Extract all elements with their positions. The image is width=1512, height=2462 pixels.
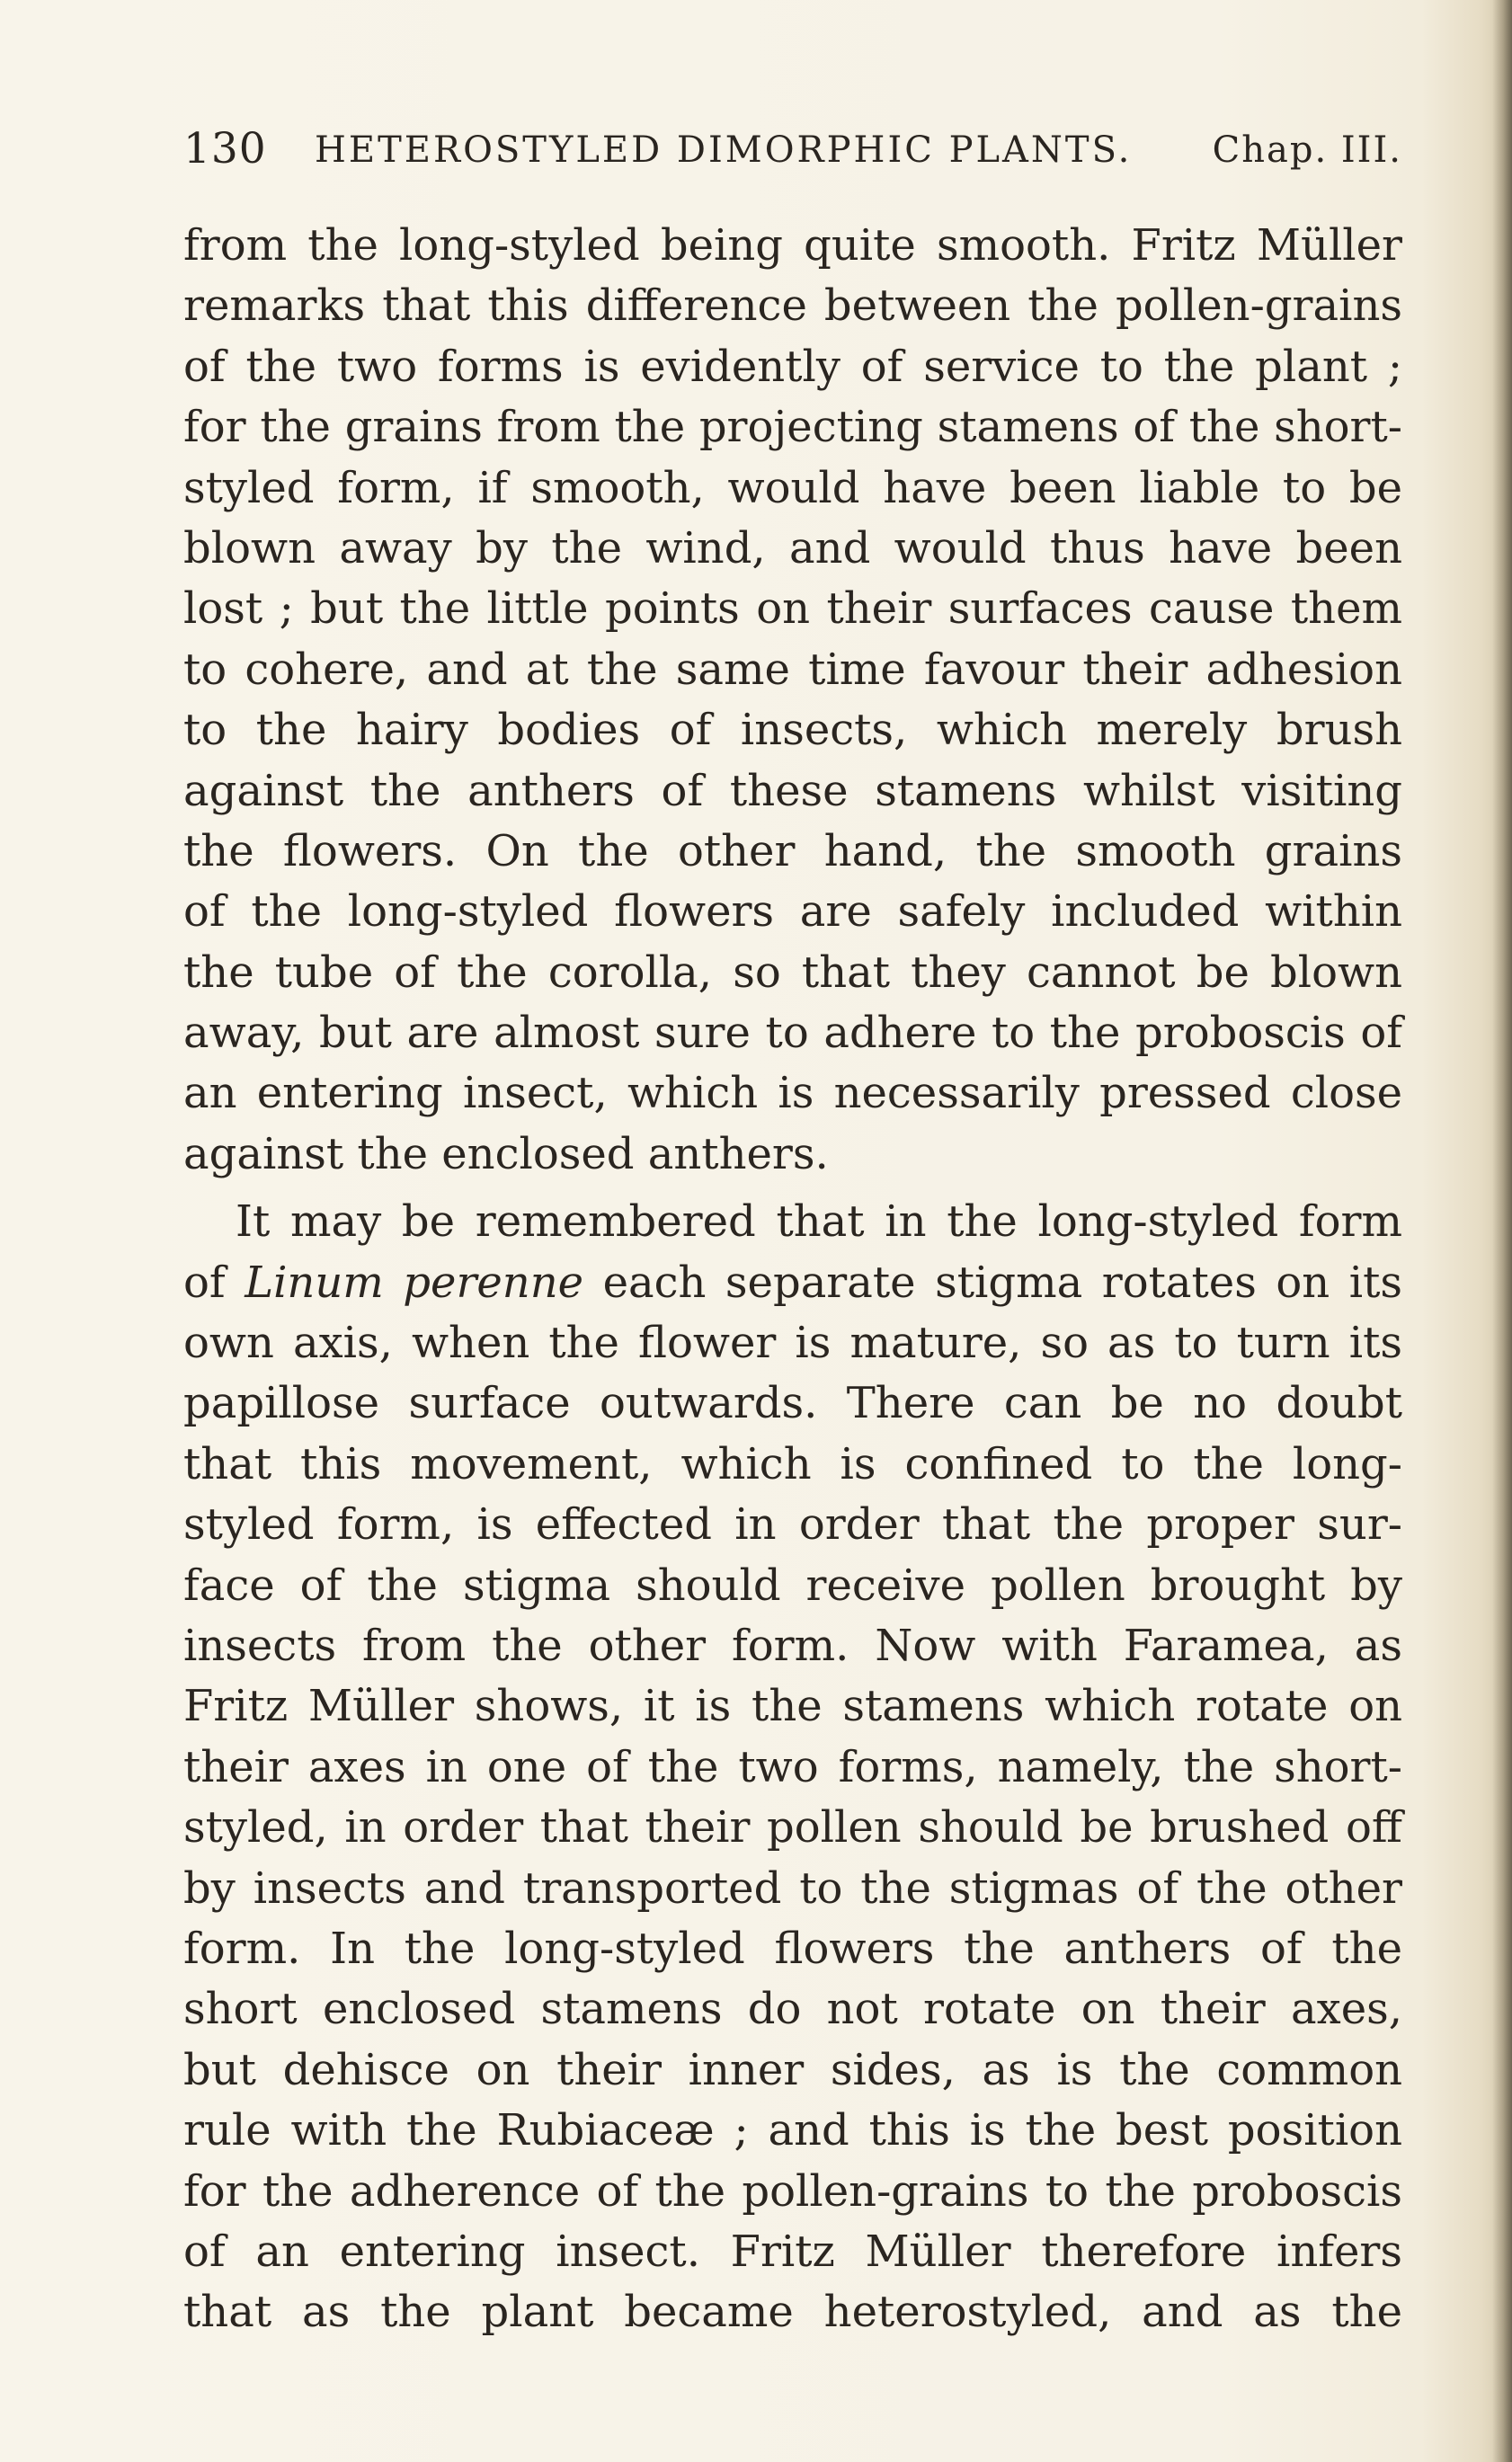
text-line: styled form, is effected in order that the proper sur- — [183, 1499, 1402, 1551]
text-line: of an entering insect. Fritz Müller therefore infers — [183, 2226, 1402, 2277]
text-line: papillose surface outwards. There can be no doubt — [183, 1378, 1402, 1429]
text-line: face of the stigma should receive pollen brought by — [183, 1560, 1402, 1611]
text-line: own axis, when the flower is mature, so as to turn its — [183, 1318, 1402, 1369]
text-line: away, but are almost sure to adhere to the proboscis of — [183, 1008, 1402, 1059]
text-line: against the anthers of these stamens whilst visiting — [183, 765, 1402, 816]
text-line: the flowers. On the other hand, the smooth grains — [183, 825, 1402, 876]
text-line: but dehisce on their inner sides, as is the common — [183, 2044, 1402, 2095]
text-line: for the adherence of the pollen-grains to the proboscis — [183, 2165, 1402, 2217]
text-line: that as the plant became heterostyled, and as the — [183, 2287, 1402, 2338]
text-line: It may be remembered that in the long-styled form — [236, 1196, 1402, 1248]
paragraph-gap — [183, 1185, 1402, 1192]
text-line: blown away by the wind, and would thus have been — [183, 522, 1402, 573]
text-line: lost ; but the little points on their surfaces cause them — [183, 583, 1402, 635]
text-line: from the long-styled being quite smooth. Fritz Müller — [183, 220, 1402, 271]
text-line: styled form, if smooth, would have been liable to be — [183, 462, 1402, 513]
text-line: short enclosed stamens do not rotate on their axes, — [183, 1984, 1402, 2035]
text-line: the tube of the corolla, so that they cannot be blown — [183, 947, 1402, 998]
text-line: of the long-styled flowers are safely included within — [183, 886, 1402, 938]
text-line: against the enclosed anthers. — [183, 1128, 829, 1179]
body-text — [183, 216, 1402, 2343]
text-line: that this movement, which is confined to the long- — [183, 1438, 1402, 1489]
text-line: styled, in order that their pollen should be brushed off — [183, 1802, 1402, 1853]
running-header — [183, 124, 1402, 187]
text-line: their axes in one of the two forms, namely, the short- — [183, 1741, 1402, 1792]
text-line: insects from the other form. Now with Faramea, as — [183, 1620, 1402, 1671]
text-line: an entering insect, which is necessarily pressed close — [183, 1068, 1402, 1119]
chapter-reference: Chap. III. — [1212, 129, 1402, 171]
running-title: HETEROSTYLED DIMORPHIC PLANTS. — [315, 129, 1133, 171]
text-line: to the hairy bodies of insects, which merely brush — [183, 705, 1402, 756]
text-line: rule with the Rubiaceæ ; and this is the best position — [183, 2105, 1402, 2156]
text-line: Fritz Müller shows, it is the stamens which rotate on — [183, 1681, 1402, 1732]
page-edge-shadow — [1492, 0, 1512, 2462]
paragraph — [183, 216, 1402, 1185]
text-line: remarks that this difference between the pollen-grains — [183, 280, 1402, 332]
text-line: to cohere, and at the same time favour their adhesion — [183, 644, 1402, 695]
page-number: 130 — [183, 124, 267, 173]
text-line: for the grains from the projecting stamens of the short- — [183, 402, 1402, 453]
text-fragment: of — [183, 1257, 245, 1308]
species-name: Linum perenne — [245, 1257, 584, 1308]
text-line: form. In the long-styled flowers the anthers of the — [183, 1923, 1402, 1974]
text-line — [183, 1253, 1402, 1313]
text-line: of the two forms is evidently of service to the plant ; — [183, 341, 1402, 392]
paragraph — [183, 1192, 1402, 2342]
text-line: by insects and transported to the stigmas of the other — [183, 1862, 1402, 1914]
text-fragment: each separate stigma rotates on its — [583, 1257, 1402, 1308]
